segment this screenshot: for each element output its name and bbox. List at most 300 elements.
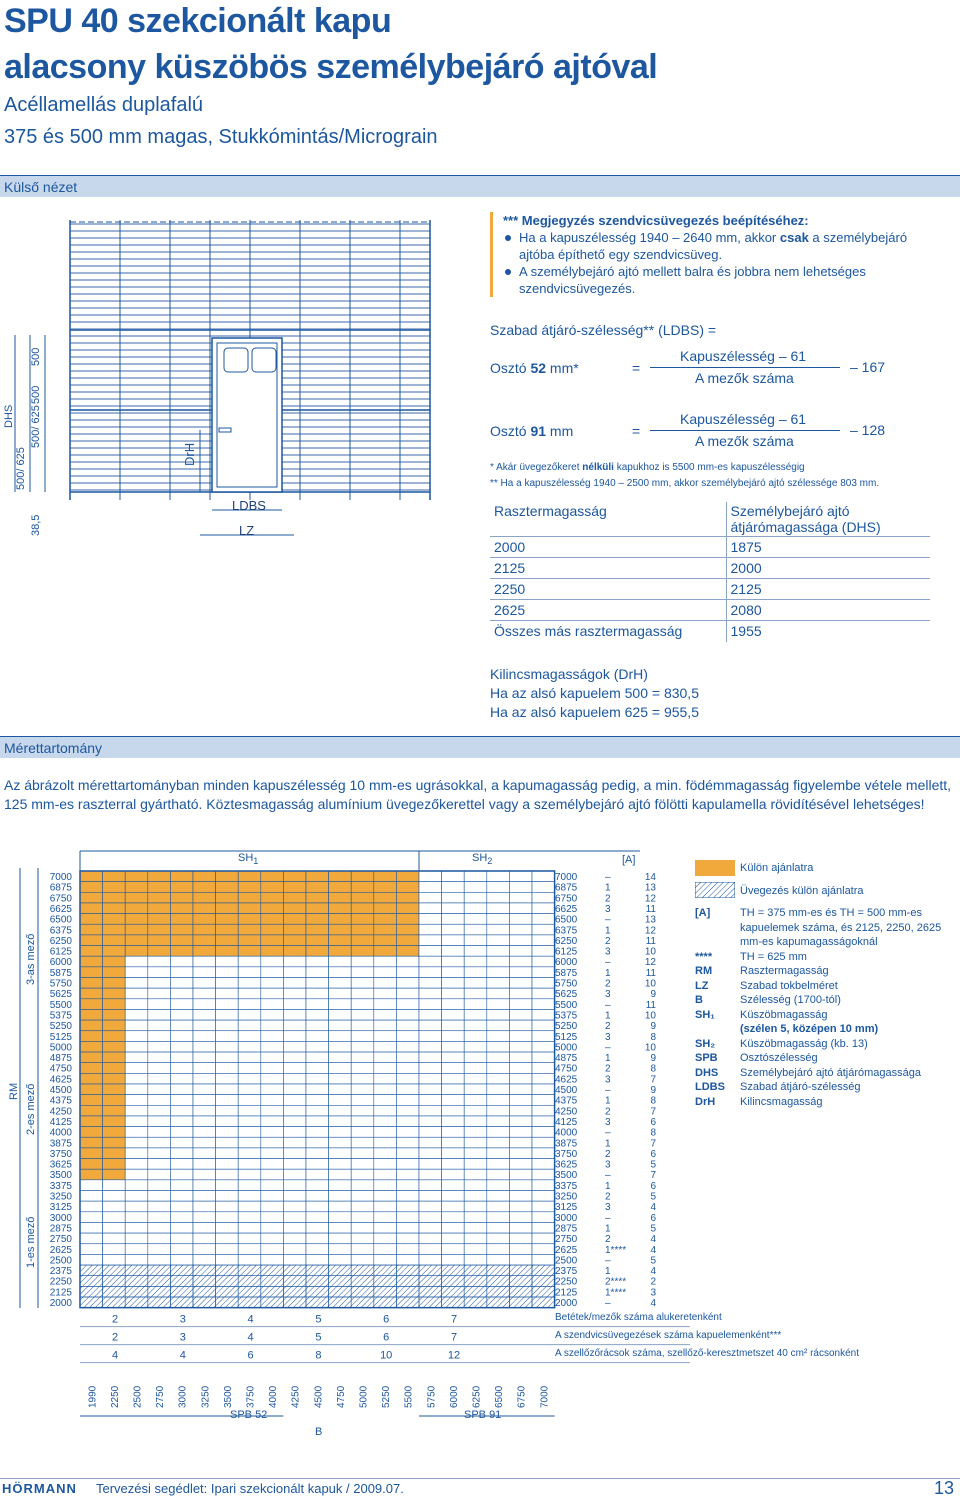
matrix-cell [261, 903, 284, 914]
a-value: 12 [644, 925, 656, 937]
matrix-cell [374, 1180, 397, 1191]
matrix-cell [103, 1105, 126, 1116]
row-height-label-right: 2500 [555, 1255, 578, 1267]
matrix-cell [193, 1063, 216, 1074]
table-cell: 2080 [726, 600, 930, 621]
matrix-cell [396, 1009, 419, 1020]
matrix-cell [125, 1222, 148, 1233]
legend-key: RM [695, 965, 713, 977]
matrix-cell [125, 999, 148, 1010]
matrix-cell [374, 1212, 397, 1223]
legend-key: B [695, 994, 703, 1006]
matrix-cell [170, 1052, 193, 1063]
matrix-cell [261, 1254, 284, 1265]
page-title: SPU 40 szekcionált kapu [4, 2, 392, 40]
matrix-cell [487, 1095, 510, 1106]
matrix-cell [532, 1020, 555, 1031]
matrix-cell [464, 1116, 487, 1127]
matrix-cell [442, 1148, 465, 1159]
table-row [490, 579, 930, 600]
column-width-label: 6750 [516, 1385, 528, 1408]
matrix-cell [216, 935, 239, 946]
matrix-cell [103, 1180, 126, 1191]
matrix-cell [509, 1009, 532, 1020]
matrix-cell [419, 1073, 442, 1084]
matrix-cell [374, 946, 397, 957]
matrix-cell [306, 1297, 329, 1308]
sh2-value: 1 [605, 1095, 611, 1107]
row-height-label: 6250 [49, 935, 72, 947]
matrix-cell [532, 1137, 555, 1148]
matrix-cell [532, 1212, 555, 1223]
matrix-cell [464, 956, 487, 967]
matrix-cell [261, 1052, 284, 1063]
matrix-cell [216, 1169, 239, 1180]
matrix-cell [170, 1031, 193, 1042]
a-value: 7 [650, 1106, 656, 1118]
matrix-cell [103, 1212, 126, 1223]
matrix-cell [419, 1159, 442, 1170]
matrix-cell [193, 1233, 216, 1244]
matrix-cell [329, 946, 352, 957]
matrix-cell [170, 1244, 193, 1255]
matrix-cell [532, 1009, 555, 1020]
matrix-cell [532, 1031, 555, 1042]
row-height-label-right: 3875 [555, 1138, 578, 1150]
matrix-cell [193, 903, 216, 914]
matrix-cell [125, 1052, 148, 1063]
matrix-cell [125, 1201, 148, 1212]
matrix-cell [125, 1159, 148, 1170]
matrix-cell [419, 1233, 442, 1244]
matrix-cell [238, 914, 261, 925]
bottom-value: 8 [315, 1349, 322, 1362]
matrix-cell [442, 1084, 465, 1095]
sh2-value: 1**** [605, 1287, 627, 1299]
matrix-cell [80, 1020, 103, 1031]
matrix-cell [374, 1222, 397, 1233]
matrix-cell [329, 1127, 352, 1138]
matrix-cell [306, 871, 329, 882]
matrix-cell [125, 1191, 148, 1202]
table-row [490, 558, 930, 579]
matrix-cell [261, 1020, 284, 1031]
matrix-cell [170, 1222, 193, 1233]
sh2-value: 2 [605, 978, 611, 990]
matrix-cell [306, 882, 329, 893]
matrix-cell [396, 956, 419, 967]
matrix-cell [148, 999, 171, 1010]
row-height-label: 6000 [49, 957, 72, 969]
matrix-cell [80, 1127, 103, 1138]
row-height-label-right: 6750 [555, 893, 578, 905]
matrix-cell [509, 1244, 532, 1255]
legend-value: TH = 625 mm [740, 950, 807, 963]
matrix-cell [374, 978, 397, 989]
sh2-value: 3 [605, 903, 611, 915]
matrix-cell [283, 1254, 306, 1265]
matrix-cell [193, 956, 216, 967]
column-width-label: 3750 [245, 1385, 257, 1408]
row-height-label: 2250 [49, 1276, 72, 1288]
matrix-cell [329, 1212, 352, 1223]
matrix-cell [509, 871, 532, 882]
matrix-cell [283, 1180, 306, 1191]
legend-item [695, 979, 957, 994]
a-value: 9 [650, 1021, 656, 1033]
matrix-cell [419, 1084, 442, 1095]
matrix-cell [238, 1212, 261, 1223]
matrix-cell [351, 978, 374, 989]
matrix-cell [103, 871, 126, 882]
matrix-cell [103, 882, 126, 893]
matrix-cell [261, 1084, 284, 1095]
matrix-cell [125, 1020, 148, 1031]
legend-key: LZ [695, 979, 709, 992]
matrix-cell [442, 914, 465, 925]
matrix-cell [532, 882, 555, 893]
table-cell: 2000 [490, 537, 726, 558]
column-width-label: 4000 [268, 1385, 280, 1408]
matrix-cell [374, 882, 397, 893]
matrix-cell [148, 1105, 171, 1116]
sh2-value: – [605, 1298, 611, 1309]
matrix-cell [532, 1052, 555, 1063]
matrix-cell [419, 1116, 442, 1127]
matrix-cell [329, 1159, 352, 1170]
matrix-cell [306, 1031, 329, 1042]
matrix-cell [396, 924, 419, 935]
matrix-cell [396, 1137, 419, 1148]
matrix-cell [487, 1063, 510, 1074]
row-height-label: 2750 [49, 1234, 72, 1246]
matrix-cell [419, 1286, 442, 1297]
a-value: 11 [645, 967, 656, 979]
matrix-cell [238, 1180, 261, 1191]
matrix-cell [442, 1297, 465, 1308]
matrix-cell [329, 1073, 352, 1084]
matrix-cell [509, 978, 532, 989]
matrix-cell [103, 1169, 126, 1180]
sh2-value: 1 [605, 925, 611, 937]
matrix-cell [464, 1286, 487, 1297]
matrix-cell [80, 1084, 103, 1095]
matrix-cell [374, 1265, 397, 1276]
matrix-cell [193, 1159, 216, 1170]
row-height-label: 3000 [49, 1212, 72, 1224]
matrix-cell [216, 956, 239, 967]
matrix-cell [487, 1222, 510, 1233]
matrix-cell [442, 1180, 465, 1191]
matrix-cell [238, 946, 261, 957]
matrix-cell [464, 871, 487, 882]
matrix-cell [283, 1052, 306, 1063]
matrix-cell [374, 1191, 397, 1202]
matrix-cell [464, 1063, 487, 1074]
row-height-label: 4875 [49, 1053, 72, 1065]
matrix-cell [125, 1254, 148, 1265]
matrix-cell [374, 1041, 397, 1052]
matrix-cell [487, 1148, 510, 1159]
legend-value: TH = 375 mm-es és TH = 500 mm-es kapuelemek száma, és 2125, 2250, 2625 mm-es kapumagasságoknál [740, 907, 942, 948]
legend-item [695, 1080, 957, 1095]
matrix-cell [238, 978, 261, 989]
matrix-cell [329, 924, 352, 935]
matrix-cell [125, 1297, 148, 1308]
bottom-value: 6 [383, 1313, 390, 1326]
row-height-label-right: 7000 [555, 872, 578, 883]
matrix-cell [170, 892, 193, 903]
matrix-cell [532, 1127, 555, 1138]
matrix-cell [419, 988, 442, 999]
matrix-cell [306, 1222, 329, 1233]
table-cell: 2000 [726, 558, 930, 579]
matrix-cell [329, 1201, 352, 1212]
legend-item [695, 1022, 957, 1037]
matrix-cell [148, 1073, 171, 1084]
matrix-cell [283, 1063, 306, 1074]
legend-item [695, 1051, 957, 1066]
matrix-cell [419, 956, 442, 967]
matrix-cell [351, 1031, 374, 1042]
matrix-cell [170, 1233, 193, 1244]
legend-value: Osztószélesség [740, 1052, 818, 1064]
matrix-cell [419, 1137, 442, 1148]
header-a: [A] [622, 854, 636, 866]
matrix-cell [261, 914, 284, 925]
matrix-cell [170, 1063, 193, 1074]
matrix-cell [532, 1116, 555, 1127]
matrix-cell [464, 1159, 487, 1170]
dim-500-625: 500/ 625 [30, 405, 42, 448]
matrix-cell [261, 1063, 284, 1074]
matrix-cell [329, 1276, 352, 1287]
matrix-cell [442, 967, 465, 978]
matrix-cell [509, 892, 532, 903]
sh2-value: – [605, 1127, 611, 1139]
row-height-label-right: 2125 [555, 1287, 578, 1299]
matrix-cell [396, 914, 419, 925]
matrix-cell [103, 1191, 126, 1202]
column-width-label: 4250 [290, 1385, 302, 1408]
matrix-cell [487, 1052, 510, 1063]
matrix-cell [170, 1159, 193, 1170]
matrix-cell [170, 1254, 193, 1265]
a-value: 5 [650, 1223, 656, 1235]
row-height-label-right: 2375 [555, 1266, 578, 1278]
row-height-label-right: 4000 [555, 1127, 578, 1139]
matrix-cell [80, 892, 103, 903]
matrix-cell [442, 871, 465, 882]
sh2-value: 3 [605, 989, 611, 1001]
matrix-cell [80, 1265, 103, 1276]
matrix-cell [170, 967, 193, 978]
matrix-cell [374, 1009, 397, 1020]
text: Osztó [490, 423, 531, 439]
matrix-cell [216, 871, 239, 882]
matrix-cell [261, 882, 284, 893]
matrix-cell [464, 1201, 487, 1212]
matrix-cell [487, 914, 510, 925]
matrix-cell [419, 999, 442, 1010]
column-width-label: 2750 [155, 1385, 167, 1408]
column-width-label: 5750 [426, 1385, 438, 1408]
matrix-cell [351, 914, 374, 925]
matrix-cell [238, 1297, 261, 1308]
matrix-cell [464, 1009, 487, 1020]
matrix-cell [396, 1073, 419, 1084]
matrix-cell [80, 903, 103, 914]
matrix-cell [170, 1180, 193, 1191]
matrix-cell [216, 946, 239, 957]
row-height-label: 3875 [49, 1138, 72, 1150]
matrix-cell [329, 1180, 352, 1191]
matrix-cell [532, 1095, 555, 1106]
matrix-cell [216, 1233, 239, 1244]
matrix-cell [329, 882, 352, 893]
matrix-cell [125, 1137, 148, 1148]
table-row [490, 600, 930, 621]
matrix-cell [306, 924, 329, 935]
text-sub: 1 [253, 856, 259, 867]
bottom-value: 7 [450, 1313, 458, 1326]
matrix-cell [103, 924, 126, 935]
matrix-cell [374, 1159, 397, 1170]
matrix-cell [283, 978, 306, 989]
matrix-cell [374, 999, 397, 1010]
dim-500b: 500 [30, 385, 42, 404]
matrix-cell [238, 892, 261, 903]
row-height-label: 2875 [49, 1223, 72, 1235]
matrix-cell [283, 1222, 306, 1233]
matrix-cell [193, 946, 216, 957]
bottom-value: 7 [450, 1331, 458, 1344]
matrix-cell [487, 988, 510, 999]
matrix-cell [442, 1116, 465, 1127]
a-value: 6 [650, 1116, 656, 1128]
matrix-cell [374, 1286, 397, 1297]
matrix-cell [306, 1041, 329, 1052]
matrix-cell [351, 1095, 374, 1106]
sh2-value: 2 [605, 893, 611, 905]
matrix-cell [216, 988, 239, 999]
section-exterior-view: Külső nézet [0, 175, 960, 197]
matrix-cell [464, 1084, 487, 1095]
matrix-cell [238, 1265, 261, 1276]
matrix-cell [261, 1169, 284, 1180]
matrix-cell [283, 1020, 306, 1031]
matrix-cell [193, 1073, 216, 1084]
matrix-cell [419, 924, 442, 935]
row-height-label-right: 3000 [555, 1212, 578, 1224]
matrix-cell [374, 892, 397, 903]
matrix-cell [419, 1201, 442, 1212]
legend-value: Küszöbmagasság [740, 1008, 828, 1021]
matrix-cell [80, 1222, 103, 1233]
sh2-value: 1 [605, 967, 611, 979]
matrix-cell [238, 1020, 261, 1031]
matrix-cell [125, 914, 148, 925]
matrix-cell [283, 924, 306, 935]
matrix-cell [442, 1222, 465, 1233]
matrix-cell [283, 871, 306, 882]
result-2: – 128 [850, 422, 886, 438]
matrix-cell [103, 935, 126, 946]
matrix-cell [351, 1137, 374, 1148]
matrix-cell [103, 978, 126, 989]
sh2-value: 3 [605, 946, 611, 958]
legend-item [695, 993, 957, 1008]
matrix-cell [148, 978, 171, 989]
matrix-cell [374, 1137, 397, 1148]
matrix-cell [238, 1254, 261, 1265]
matrix-cell [532, 914, 555, 925]
matrix-cell [532, 1222, 555, 1233]
drh-block [490, 665, 699, 722]
matrix-cell [125, 1031, 148, 1042]
matrix-cell [509, 1254, 532, 1265]
matrix-cell [193, 1084, 216, 1095]
a-value: 6 [650, 1180, 656, 1192]
legend-item [695, 1037, 957, 1052]
matrix-cell [532, 1180, 555, 1191]
matrix-cell [532, 1105, 555, 1116]
a-value: 11 [645, 935, 656, 947]
matrix-cell [419, 935, 442, 946]
row-height-label-right: 3125 [555, 1202, 578, 1214]
matrix-cell [261, 956, 284, 967]
section-size-range: Mérettartomány [0, 736, 960, 758]
matrix-cell [148, 903, 171, 914]
matrix-cell [351, 1212, 374, 1223]
a-value: 12 [644, 957, 656, 969]
matrix-cell [442, 1212, 465, 1223]
matrix-cell [306, 1137, 329, 1148]
matrix-cell [306, 1233, 329, 1244]
matrix-cell [283, 1212, 306, 1223]
matrix-cell [487, 1116, 510, 1127]
matrix-cell [487, 871, 510, 882]
matrix-cell [148, 1009, 171, 1020]
matrix-cell [464, 1233, 487, 1244]
table-cell: 2125 [490, 558, 726, 579]
matrix-cell [170, 1084, 193, 1095]
matrix-cell [103, 1095, 126, 1106]
matrix-cell [193, 1265, 216, 1276]
matrix-cell [80, 946, 103, 957]
row-height-label: 6125 [49, 946, 72, 958]
matrix-cell [306, 1020, 329, 1031]
matrix-cell [464, 1222, 487, 1233]
matrix-cell [283, 892, 306, 903]
matrix-cell [306, 1254, 329, 1265]
matrix-cell [125, 935, 148, 946]
matrix-cell [216, 1041, 239, 1052]
legend-value: (szélen 5, középen 10 mm) [740, 1023, 879, 1035]
matrix-cell [170, 1169, 193, 1180]
matrix-cell [261, 999, 284, 1010]
matrix-cell [509, 1286, 532, 1297]
a-value: 11 [645, 999, 656, 1011]
matrix-cell [419, 1169, 442, 1180]
table-cell: 1955 [726, 621, 930, 642]
matrix-cell [125, 1265, 148, 1276]
matrix-cell [464, 1276, 487, 1287]
matrix-cell [148, 956, 171, 967]
a-value: 4 [650, 1298, 656, 1309]
matrix-cell [306, 1084, 329, 1095]
matrix-cell [193, 1041, 216, 1052]
